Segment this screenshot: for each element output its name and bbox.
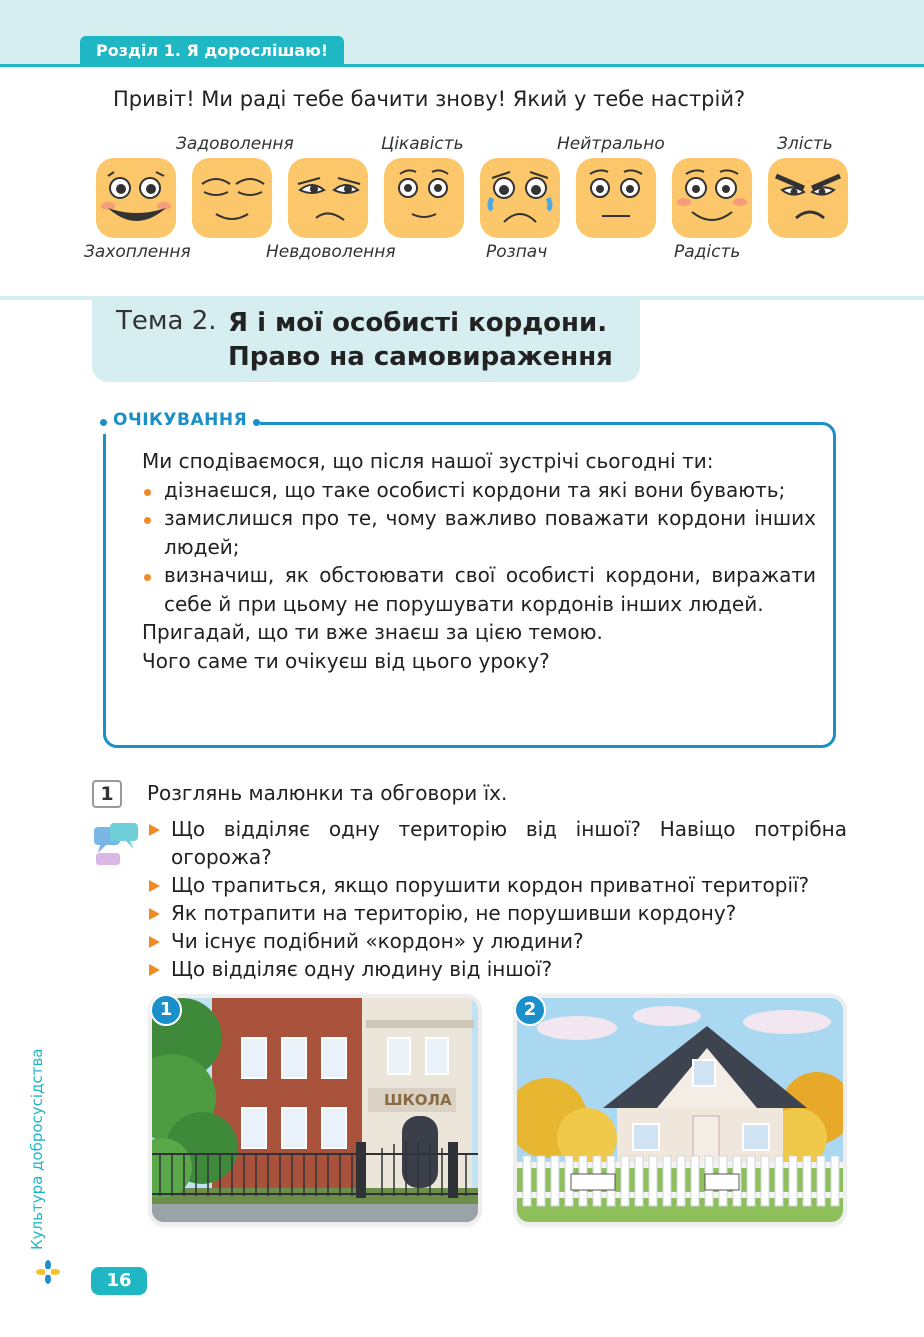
topic-number: Тема 2. xyxy=(116,306,217,336)
question-item: Як потрапити на територію, не порушивши кордону? xyxy=(147,899,847,927)
topic-title xyxy=(228,306,613,374)
topic-title-line1: Я і мої особисті кордони. xyxy=(228,308,608,338)
task-text: Розглянь малюнки та обговори їх. xyxy=(147,781,508,805)
question-item: Що трапиться, якщо порушити кордон приватної території? xyxy=(147,871,847,899)
sidebar-module-title: Культура добросусідства xyxy=(28,1048,46,1250)
question-item: Чи існує подібний «кордон» у людини? xyxy=(147,927,847,955)
label-dot-right xyxy=(253,419,260,426)
emotion-label-despair: Розпач xyxy=(486,242,548,262)
expectation-item: визначиш, як обстоювати свої особисті кордони, виражати себе й при цьому не порушувати кордонів інших людей. xyxy=(142,561,816,618)
displeased-emoji-icon[interactable] xyxy=(286,156,370,240)
delight-emoji-icon[interactable] xyxy=(94,156,178,240)
expectations-outro-2: Чого саме ти очікуєш від цього уроку? xyxy=(142,648,550,673)
section-tab: Розділ 1. Я дорослішаю! xyxy=(80,36,344,66)
content-emoji-icon[interactable] xyxy=(190,156,274,240)
expectations-label: ОЧІКУВАННЯ xyxy=(113,410,248,430)
expectation-item: замислишся про те, чому важливо поважати кордони інших людей; xyxy=(142,504,816,561)
topic-title-line2: Право на самовираження xyxy=(228,342,613,372)
emotion-row xyxy=(94,156,854,240)
expectations-text xyxy=(142,447,816,675)
picture-1-badge: 1 xyxy=(150,994,182,1026)
neutral-emoji-icon[interactable] xyxy=(574,156,658,240)
greeting-text: Привіт! Ми раді тебе бачити знову! Який у тебе настрій? xyxy=(113,87,746,111)
discussion-questions xyxy=(147,815,847,983)
emotion-label-curiosity: Цікавість xyxy=(381,134,464,154)
despair-emoji-icon[interactable] xyxy=(478,156,562,240)
house-illustration xyxy=(517,998,843,1222)
emotion-label-joy: Радість xyxy=(674,242,741,262)
expectation-item: дізнаєшся, що таке особисті кордони та які вони бувають; xyxy=(142,476,816,505)
page-number: 16 xyxy=(91,1267,147,1295)
flower-logo-icon xyxy=(36,1260,60,1284)
emotion-label-delight: Захоплення xyxy=(84,242,191,262)
expectations-intro: Ми сподіваємося, що після нашої зустрічі сьогодні ти: xyxy=(142,449,714,473)
emotion-label-neutral: Нейтрально xyxy=(557,134,665,154)
school-illustration xyxy=(152,998,478,1222)
discussion-icon xyxy=(92,823,140,867)
question-item: Що відділяє одну людину від іншої? xyxy=(147,955,847,983)
school-sign: ШКОЛА xyxy=(384,1091,452,1109)
emotion-label-anger: Злість xyxy=(777,134,833,154)
anger-emoji-icon[interactable] xyxy=(766,156,850,240)
joy-emoji-icon[interactable] xyxy=(670,156,754,240)
task-number: 1 xyxy=(92,780,122,808)
question-item: Що відділяє одну територію від іншої? Навіщо потрібна огорожа? xyxy=(147,815,847,871)
emotion-label-displeased: Невдоволення xyxy=(266,242,396,262)
picture-2-badge: 2 xyxy=(514,994,546,1026)
label-dot-left xyxy=(100,419,107,426)
curiosity-emoji-icon[interactable] xyxy=(382,156,466,240)
expectations-outro-1: Пригадай, що ти вже знаєш за цією темою. xyxy=(142,620,603,644)
emotion-label-content: Задоволення xyxy=(176,134,294,154)
